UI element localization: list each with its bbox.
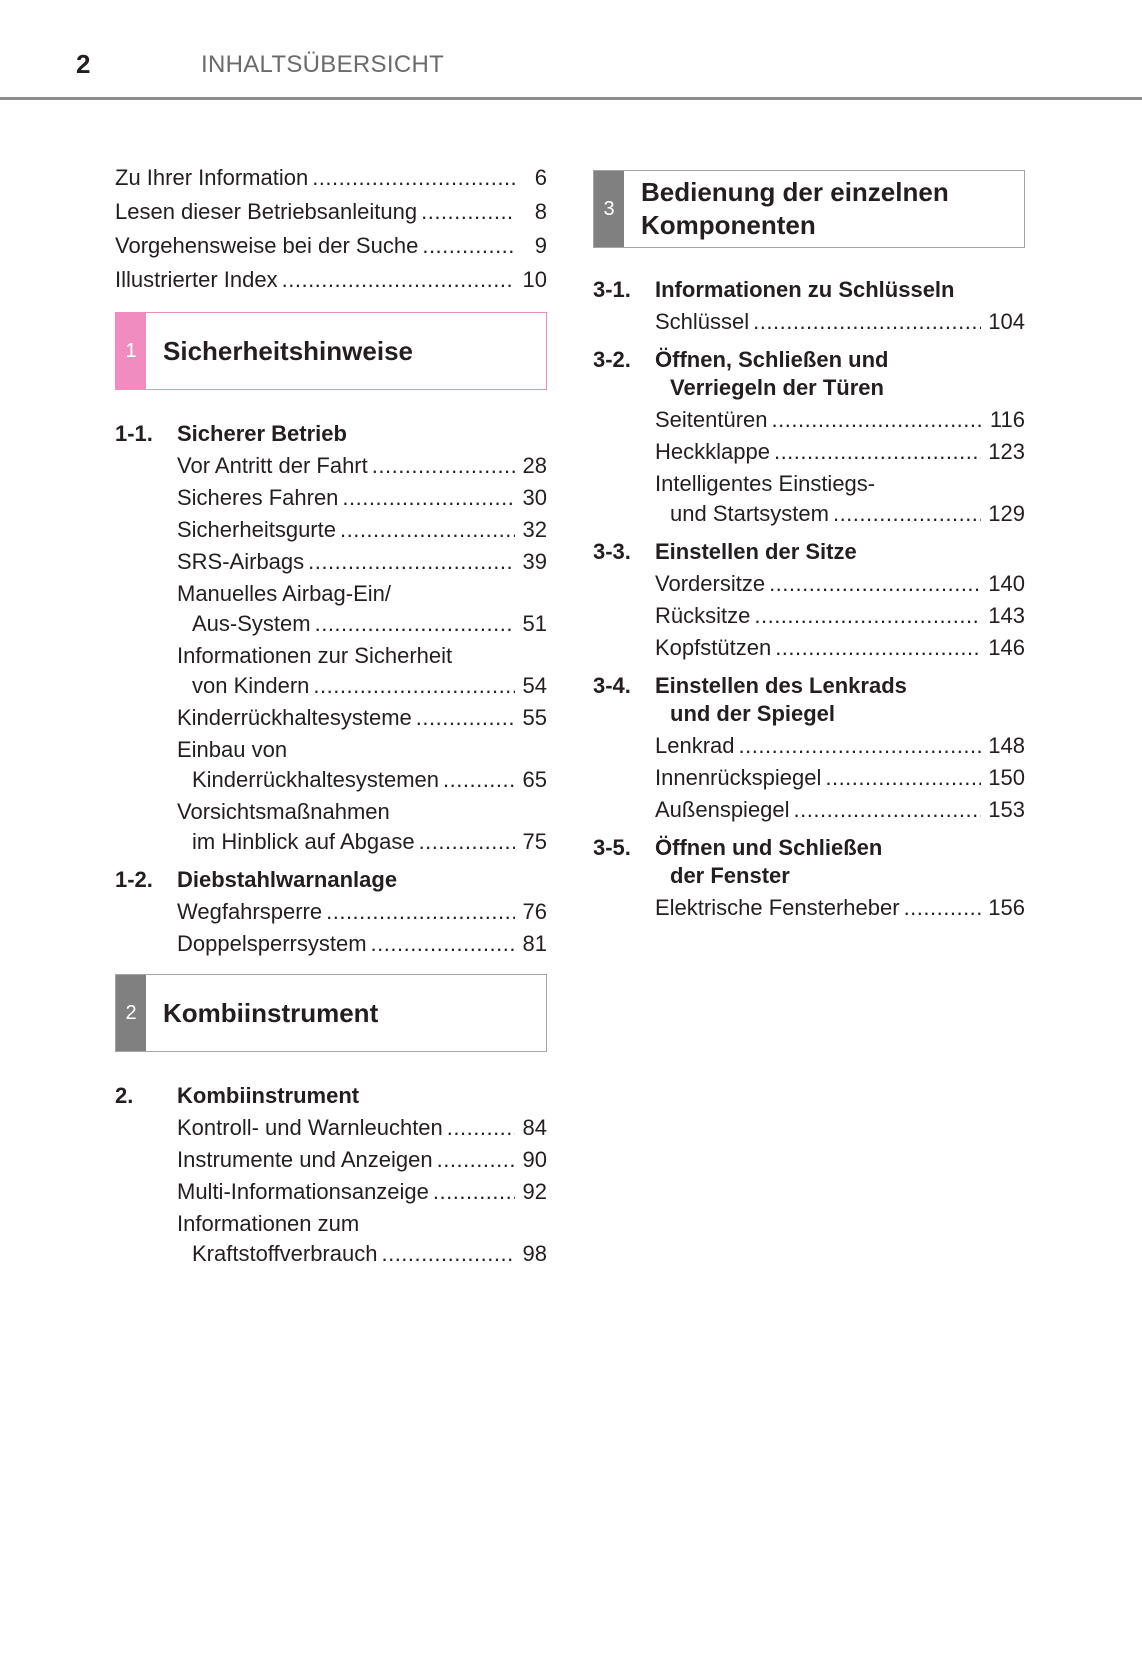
- entry-page: 116: [989, 407, 1025, 432]
- leader-dots: [774, 438, 981, 466]
- subsection-heading[interactable]: [593, 344, 1025, 404]
- entry-label-line2: von Kindern: [192, 673, 310, 698]
- entry-label: Sicherheitsgurte: [177, 517, 336, 542]
- toc-entry[interactable]: [655, 730, 1025, 762]
- entry-label: Innenrückspiegel: [655, 765, 822, 790]
- leader-dots: [422, 232, 515, 260]
- leader-dots: [416, 704, 515, 732]
- entry-page: 8: [534, 199, 547, 224]
- entry-label-line1: Manuelles Airbag-Ein/: [177, 581, 392, 606]
- toc-entry[interactable]: [655, 600, 1025, 632]
- leader-dots: [437, 1146, 515, 1174]
- subsection-title: [655, 672, 907, 728]
- entry-page: 104: [988, 309, 1025, 334]
- subsection-title: Diebstahlwarnanlage: [177, 867, 398, 892]
- subsection-number: 1-2.: [115, 867, 153, 892]
- subsection-title: [655, 346, 888, 402]
- entry-label-line1: Informationen zur Sicherheit: [177, 643, 453, 668]
- entry-label-line1: Einbau von: [177, 737, 288, 762]
- toc-entry[interactable]: [115, 230, 547, 264]
- entry-page: 10: [522, 267, 547, 292]
- section-title: [641, 171, 949, 247]
- entry-page: 55: [522, 705, 547, 730]
- toc-entry[interactable]: [177, 450, 547, 482]
- subsection-heading[interactable]: [115, 864, 547, 896]
- subsection-number: 3-3.: [593, 539, 631, 564]
- entry-page: 75: [522, 829, 547, 854]
- entry-page: 51: [522, 611, 547, 636]
- leader-dots: [739, 732, 981, 760]
- toc-entry[interactable]: [115, 196, 547, 230]
- entry-page: 92: [522, 1179, 547, 1204]
- entry-page: 148: [988, 733, 1025, 758]
- subsection-heading[interactable]: [593, 536, 1025, 568]
- leader-dots: [433, 1178, 515, 1206]
- leader-dots: [312, 164, 515, 192]
- entry-page: 65: [522, 767, 547, 792]
- subsection-number: 3-4.: [593, 673, 631, 698]
- toc-entry[interactable]: [655, 892, 1025, 924]
- subsection-title-line2: Verriegeln der Türen: [670, 375, 884, 400]
- entry-page: 143: [988, 603, 1025, 628]
- entry-page: 9: [534, 233, 547, 258]
- toc-entry[interactable]: [177, 640, 547, 702]
- entry-page: 28: [522, 453, 547, 478]
- subsection-heading[interactable]: [593, 832, 1025, 892]
- entry-label-line2: und Startsystem: [670, 501, 829, 526]
- leader-dots: [421, 198, 515, 226]
- toc-entry[interactable]: [655, 632, 1025, 664]
- subsection-title-line2: und der Spiegel: [670, 701, 836, 726]
- entry-label-line2: Kraftstoffverbrauch: [192, 1241, 378, 1266]
- subsection-number: 2.: [115, 1083, 134, 1108]
- toc-right-column: [593, 170, 1025, 924]
- leader-dots: [772, 406, 981, 434]
- subsection-heading[interactable]: [593, 670, 1025, 730]
- subsection-title: Informationen zu Schlüsseln: [655, 277, 955, 302]
- entry-label: Sicheres Fahren: [177, 485, 339, 510]
- leader-dots: [282, 266, 515, 294]
- page-title: INHALTSÜBERSICHT: [201, 51, 445, 78]
- entry-label: Lesen dieser Betriebsanleitung: [115, 199, 418, 224]
- toc-entry[interactable]: [177, 482, 547, 514]
- page-number: 2: [76, 49, 91, 79]
- entry-page: 129: [988, 501, 1025, 526]
- leader-dots: [904, 894, 981, 922]
- entry-label: Zu Ihrer Information: [115, 165, 309, 190]
- entry-page: 146: [988, 635, 1025, 660]
- subsection-title: Kombiinstrument: [177, 1083, 360, 1108]
- toc-entry[interactable]: [177, 1208, 547, 1270]
- entry-label: Illustrierter Index: [115, 267, 278, 292]
- toc-entry[interactable]: [177, 514, 547, 546]
- leader-dots: [775, 634, 981, 662]
- leader-dots: [754, 602, 981, 630]
- entry-label: Schlüssel: [655, 309, 750, 334]
- entry-label: SRS-Airbags: [177, 549, 305, 574]
- entry-label: Vordersitze: [655, 571, 766, 596]
- toc-entry[interactable]: [655, 306, 1025, 338]
- entry-page: 153: [988, 797, 1025, 822]
- entry-page: 98: [522, 1241, 547, 1266]
- entry-label: Doppelsperrsystem: [177, 931, 367, 956]
- toc-entry[interactable]: [655, 762, 1025, 794]
- entry-label: Vor Antritt der Fahrt: [177, 453, 368, 478]
- leader-dots: [825, 764, 981, 792]
- toc-entry[interactable]: [177, 1112, 547, 1144]
- entry-label-line2: Aus-System: [192, 611, 311, 636]
- toc-entry[interactable]: [655, 468, 1025, 530]
- toc-entry[interactable]: [177, 546, 547, 578]
- entry-page: 84: [522, 1115, 547, 1140]
- toc-entry[interactable]: [177, 702, 547, 734]
- leader-dots: [342, 484, 515, 512]
- subsection-heading[interactable]: [593, 274, 1025, 306]
- entry-page: 6: [534, 165, 547, 190]
- entry-page: 140: [988, 571, 1025, 596]
- leader-dots: [340, 516, 515, 544]
- entry-page: 32: [522, 517, 547, 542]
- entry-page: 156: [988, 895, 1025, 920]
- subsection-number: 3-1.: [593, 277, 631, 302]
- entry-label: Multi-Informationsanzeige: [177, 1179, 429, 1204]
- entry-label: Außenspiegel: [655, 797, 790, 822]
- leader-dots: [371, 930, 515, 958]
- entry-label-line1: Intelligentes Einstiegs-: [655, 471, 876, 496]
- entry-label: Seitentüren: [655, 407, 768, 432]
- entry-label: Lenkrad: [655, 733, 735, 758]
- entry-label: Wegfahrsperre: [177, 899, 323, 924]
- entry-page: 39: [522, 549, 547, 574]
- toc-entry[interactable]: [655, 568, 1025, 600]
- entry-label-line2: Kinderrückhaltesystemen: [192, 767, 440, 792]
- toc-entry[interactable]: [177, 1176, 547, 1208]
- entry-page: 90: [522, 1147, 547, 1172]
- section-number-tab: 1: [116, 313, 146, 389]
- section-1-box[interactable]: [115, 312, 547, 390]
- toc-entry[interactable]: [115, 264, 547, 298]
- subsection-title: Einstellen der Sitze: [655, 539, 857, 564]
- section-number-tab: 2: [116, 975, 146, 1051]
- entry-label: Vorgehensweise bei der Suche: [115, 233, 419, 258]
- leader-dots: [447, 1114, 515, 1142]
- toc-entry[interactable]: [177, 578, 547, 640]
- section-2-box[interactable]: [115, 974, 547, 1052]
- leader-dots: [769, 570, 981, 598]
- leader-dots: [419, 828, 515, 856]
- section-title-line2: Komponenten: [641, 210, 816, 240]
- subsection-number: 3-2.: [593, 347, 631, 372]
- leader-dots: [326, 898, 515, 926]
- entry-label: Heckklappe: [655, 439, 770, 464]
- toc-left-column: [115, 162, 547, 1270]
- page-header: [0, 0, 1142, 100]
- subsection-number: 1-1.: [115, 421, 153, 446]
- toc-entry[interactable]: [177, 1144, 547, 1176]
- entry-page: 30: [522, 485, 547, 510]
- leader-dots: [381, 1240, 515, 1268]
- entry-label-line2: im Hinblick auf Abgase: [192, 829, 415, 854]
- toc-entry[interactable]: [655, 404, 1025, 436]
- entry-page: 76: [522, 899, 547, 924]
- entry-label-line1: Vorsichtsmaßnahmen: [177, 799, 390, 824]
- subsection-heading[interactable]: [115, 1080, 547, 1112]
- subsection-title: [655, 834, 882, 890]
- toc-entry[interactable]: [177, 734, 547, 796]
- entry-label: Kopfstützen: [655, 635, 772, 660]
- leader-dots: [313, 672, 515, 700]
- subsection-title-line1: Öffnen und Schließen: [655, 835, 883, 860]
- entry-label: Elektrische Fensterheber: [655, 895, 900, 920]
- entry-page: 81: [522, 931, 547, 956]
- toc-entry[interactable]: [655, 794, 1025, 826]
- leader-dots: [308, 548, 515, 576]
- leader-dots: [372, 452, 515, 480]
- entry-page: 150: [988, 765, 1025, 790]
- toc-entry[interactable]: [115, 162, 547, 196]
- leader-dots: [443, 766, 515, 794]
- toc-entry[interactable]: [655, 436, 1025, 468]
- subsection-title-line1: Öffnen, Schließen und: [655, 347, 889, 372]
- toc-entry[interactable]: [177, 928, 547, 960]
- subsection-title-line1: Einstellen des Lenkrads: [655, 673, 907, 698]
- subsection-number: 3-5.: [593, 835, 631, 860]
- section-title-line1: Bedienung der einzelnen: [641, 177, 949, 207]
- leader-dots: [753, 308, 981, 336]
- toc-entry[interactable]: [177, 896, 547, 928]
- entry-label: Kontroll- und Warnleuchten: [177, 1115, 443, 1140]
- section-3-box[interactable]: [593, 170, 1025, 248]
- entry-label: Rücksitze: [655, 603, 751, 628]
- entry-page: 123: [988, 439, 1025, 464]
- leader-dots: [794, 796, 981, 824]
- section-title: Sicherheitshinweise: [163, 335, 413, 366]
- subsection-title: Sicherer Betrieb: [177, 421, 347, 446]
- entry-label: Instrumente und Anzeigen: [177, 1147, 433, 1172]
- entry-label: Kinderrückhaltesysteme: [177, 705, 412, 730]
- entry-label-line1: Informationen zum: [177, 1211, 360, 1236]
- leader-dots: [315, 610, 515, 638]
- leader-dots: [833, 500, 981, 528]
- subsection-title-line2: der Fenster: [670, 863, 790, 888]
- section-title: Kombiinstrument: [163, 997, 379, 1028]
- toc-entry[interactable]: [177, 796, 547, 858]
- section-number-tab: 3: [594, 171, 624, 247]
- subsection-heading[interactable]: [115, 418, 547, 450]
- entry-page: 54: [522, 673, 547, 698]
